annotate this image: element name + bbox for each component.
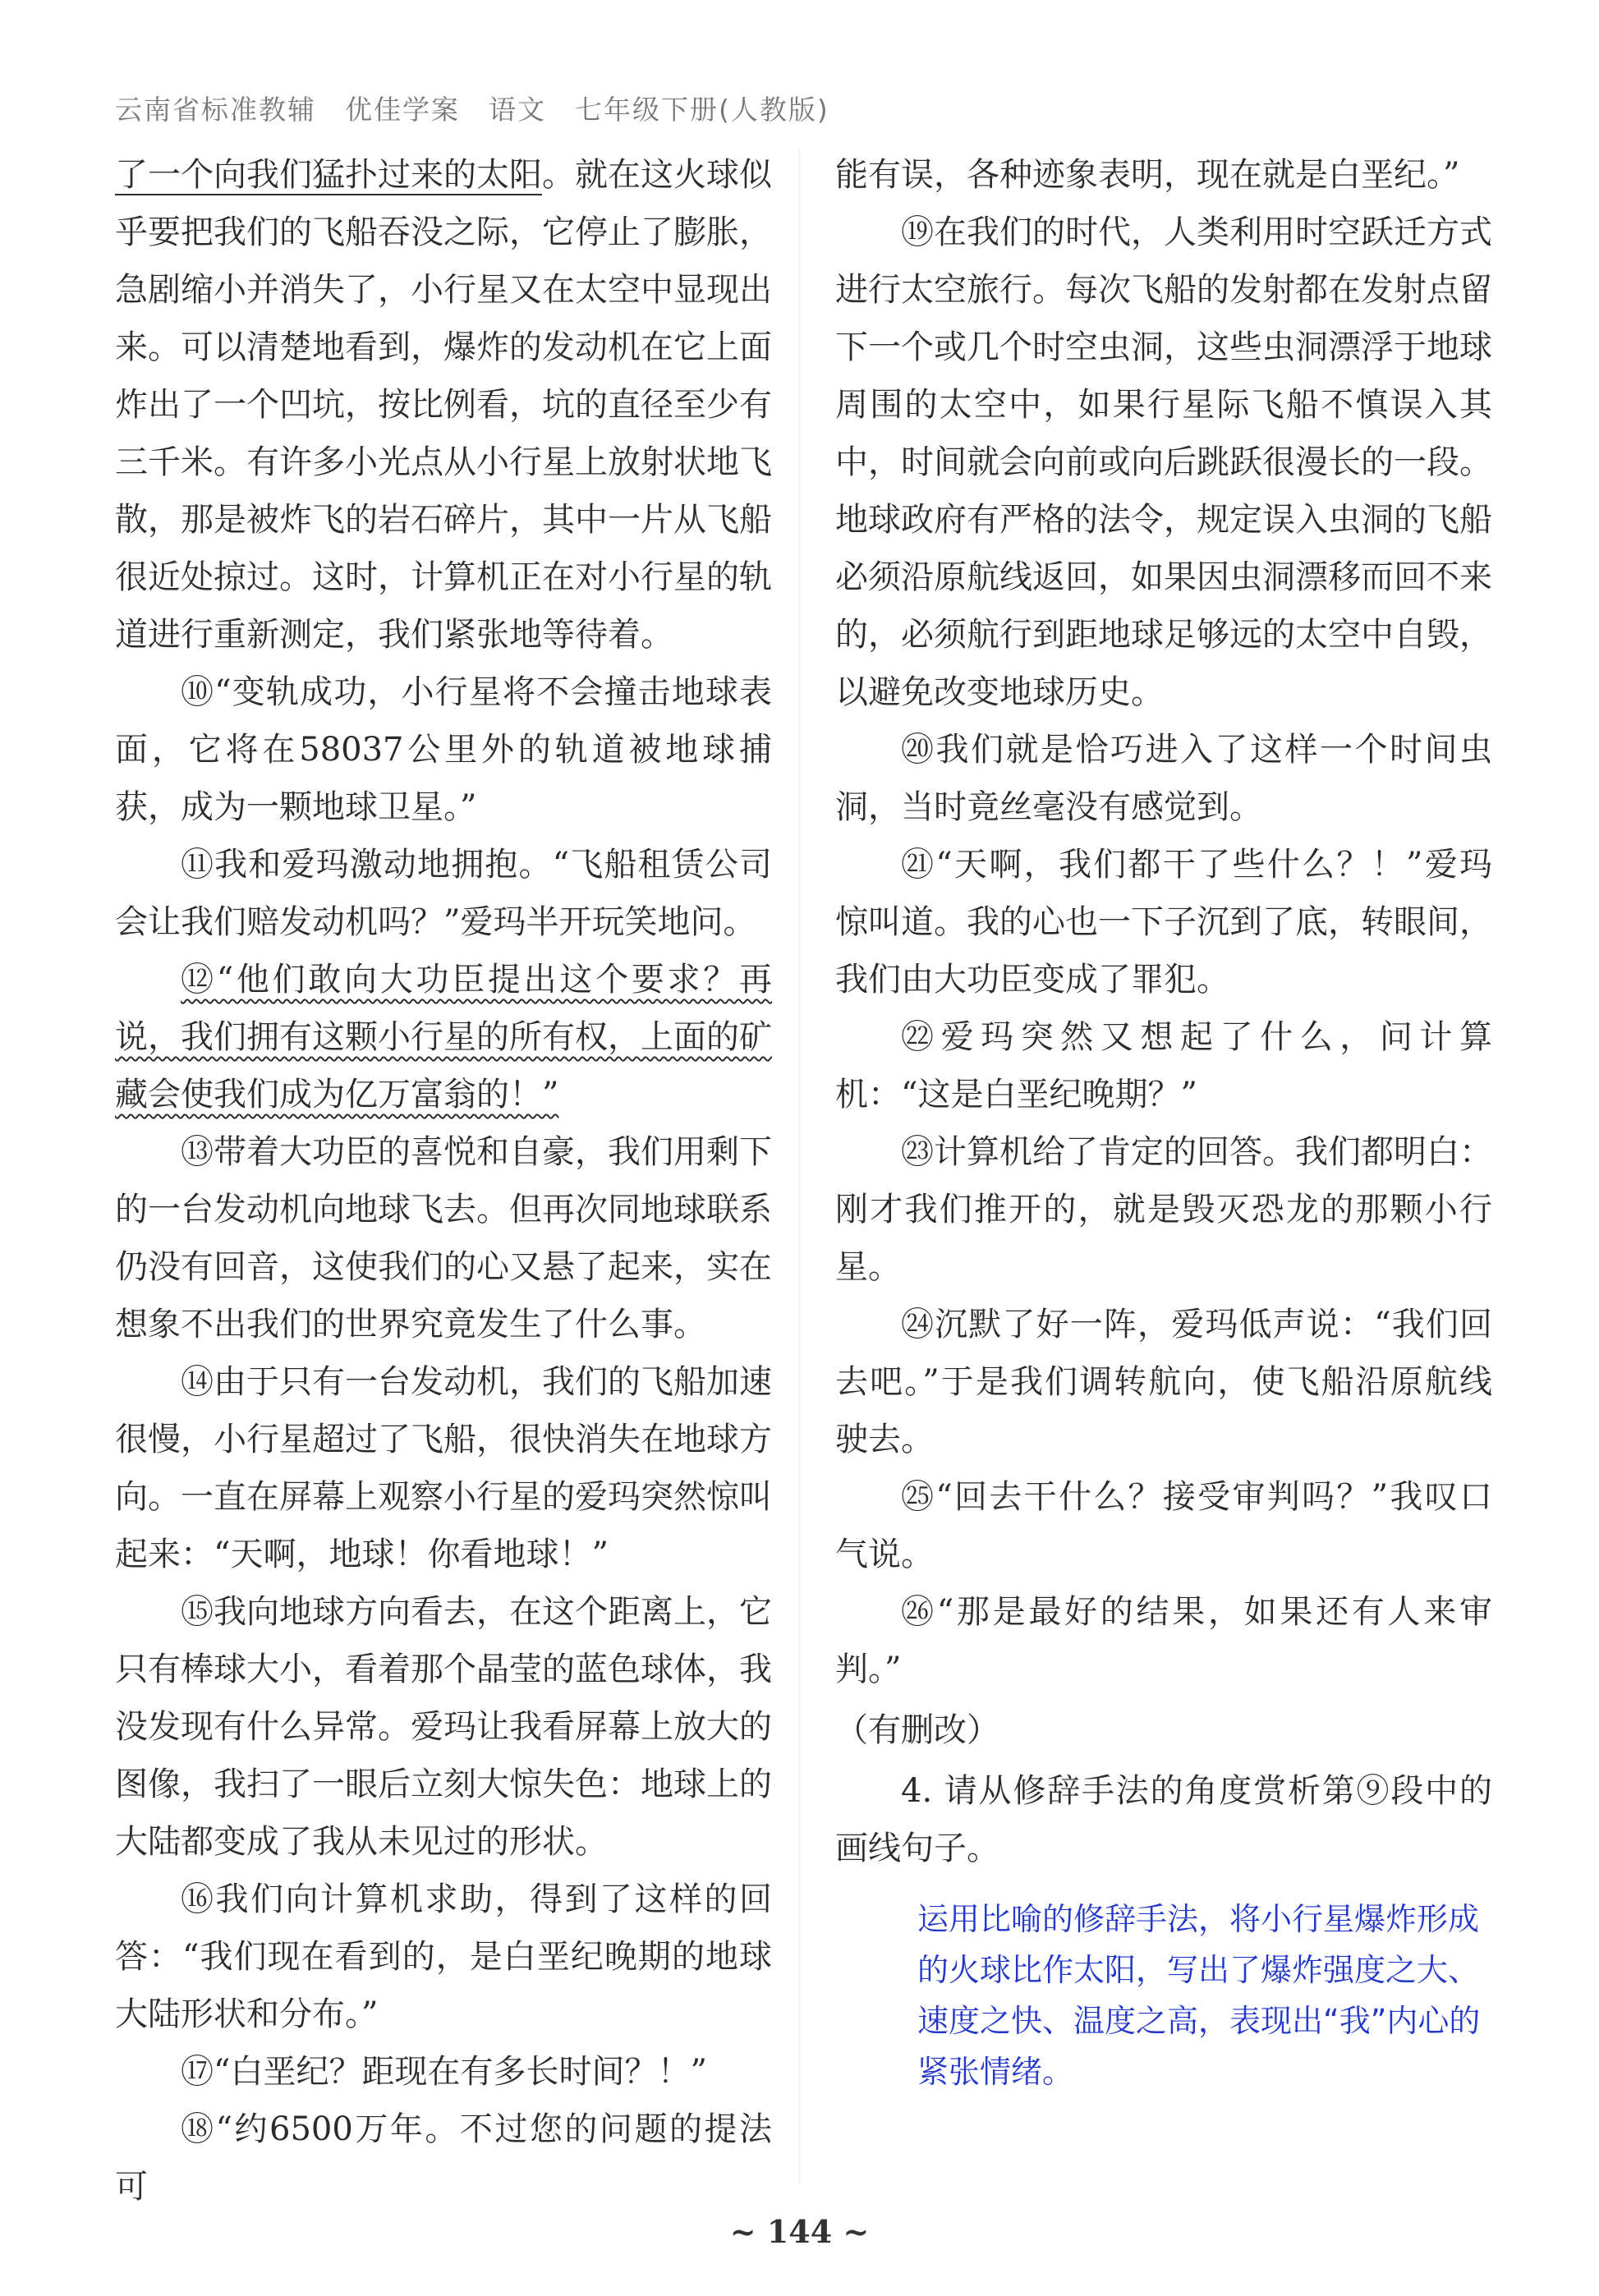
paragraph-18-continuation: 能有误，各种迹象表明，现在就是白垩纪。” xyxy=(835,156,1460,194)
paragraph-14: ⑭由于只有一台发动机，我们的飞船加速很慢，小行星超过了飞船，很快消失在地球方向。一直在屏幕上观察小行星的爱玛突然惊叫起来：“天啊，地球！你看地球！” xyxy=(115,1363,772,1573)
underlined-sentence: 了一个向我们猛扑过来的太阳 xyxy=(115,156,542,194)
paragraph-20: ⑳我们就是恰巧进入了这样一个时间虫洞，当时竟丝毫没有感觉到。 xyxy=(835,731,1492,826)
paragraph-17: ⑰“白垩纪？距现在有多长时间？！” xyxy=(181,2053,707,2091)
paragraph-10: ⑩“变轨成功，小行星将不会撞击地球表面，它将在58037公里外的轨道被地球捕获，成为一颗地球卫星。” xyxy=(115,673,772,826)
right-column xyxy=(835,146,1492,2097)
paragraph-23: ㉓计算机给了肯定的回答。我们都明白：刚才我们推开的，就是毁灭恐龙的那颗小行星。 xyxy=(835,1133,1492,1286)
column-divider xyxy=(799,148,800,2184)
paragraph-22: ㉒爱玛突然又想起了什么，问计算机：“这是白垩纪晚期？” xyxy=(835,1018,1492,1114)
paragraph-24: ㉔沉默了好一阵，爱玛低声说：“我们回去吧。”于是我们调转航向，使飞船沿原航线驶去。 xyxy=(835,1306,1492,1458)
source-note: （有删改） xyxy=(835,1711,999,1749)
left-column xyxy=(115,146,772,2216)
paragraph-19: ⑲在我们的时代，人类利用时空跃迁方式进行太空旅行。每次飞船的发射都在发射点留下一个或几个时空虫洞，这些虫洞漂浮于地球周围的太空中，如果行星际飞船不慎误入其中，时间就会向前或向后跳跃很漫长的一段。地球政府有严格的法令，规定误入虫洞的飞船必须沿原航线返回，如果因虫洞漂移而回不来的，必须航行到距地球足够远的太空中自毁，以避免改变地球历史。 xyxy=(835,214,1492,711)
paragraph-13: ⑬带着大功臣的喜悦和自豪，我们用剩下的一台发动机向地球飞去。但再次同地球联系仍没有回音，这使我们的心又悬了起来，实在想象不出我们的世界究竟发生了什么事。 xyxy=(115,1133,772,1343)
paragraph-11: ⑪我和爱玛激动地拥抱。“飞船租赁公司会让我们赔发动机吗？”爱玛半开玩笑地问。 xyxy=(115,846,772,941)
page-header: 云南省标准教辅 优佳学案 语文 七年级下册(人教版) xyxy=(115,94,829,126)
paragraph-26: ㉖“那是最好的结果，如果还有人来审判。” xyxy=(835,1593,1492,1688)
paragraph-15: ⑮我向地球方向看去，在这个距离上，它只有棒球大小，看着那个晶莹的蓝色球体，我没发现有什么异常。爱玛让我看屏幕上放大的图像，我扫了一眼后立刻大惊失色：地球上的大陆都变成了我从未见过的形状。 xyxy=(115,1593,772,1861)
question-4: 4. 请从修辞手法的角度赏析第⑨段中的画线句子。 xyxy=(835,1772,1492,1867)
paragraph-21: ㉑“天啊，我们都干了些什么？！”爱玛惊叫道。我的心也一下子沉到了底，转眼间，我们由大功臣变成了罪犯。 xyxy=(835,846,1492,999)
wavy-underlined-paragraph: ⑫“他们敢向大功臣提出这个要求？再说，我们拥有这颗小行星的所有权，上面的矿藏会使我们成为亿万富翁的！” xyxy=(115,961,772,1114)
handwritten-answer: 运用比喻的修辞手法，将小行星爆炸形成的火球比作太阳，写出了爆炸强度之大、速度之快、温度之高，表现出“我”内心的紧张情绪。 xyxy=(917,1901,1481,2090)
paragraph-18: ⑱“约6500万年。不过您的问题的提法可 xyxy=(115,2110,772,2206)
paragraph-12 xyxy=(115,951,772,1123)
page-number: ~ 144 ~ xyxy=(729,2213,870,2250)
paragraph-16: ⑯我们向计算机求助，得到了这样的回答：“我们现在看到的，是白垩纪晚期的地球大陆形状和分布。” xyxy=(115,1880,772,2033)
paragraph-25: ㉕“回去干什么？接受审判吗？”我叹口气说。 xyxy=(835,1478,1492,1573)
paragraph-9-continuation: 了一个向我们猛扑过来的太阳。就在这火球似乎要把我们的飞船吞没之际，它停止了膨胀，急剧缩小并消失了，小行星又在太空中显现出来。可以清楚地看到，爆炸的发动机在它上面炸出了一个凹坑，按比例看，坑的直径至少有三千米。有许多小光点从小行星上放射状地飞散，那是被炸飞的岩石碎片，其中一片从飞船很近处掠过。这时，计算机正在对小行星的轨道进行重新测定，我们紧张地等待着。 xyxy=(115,156,772,654)
